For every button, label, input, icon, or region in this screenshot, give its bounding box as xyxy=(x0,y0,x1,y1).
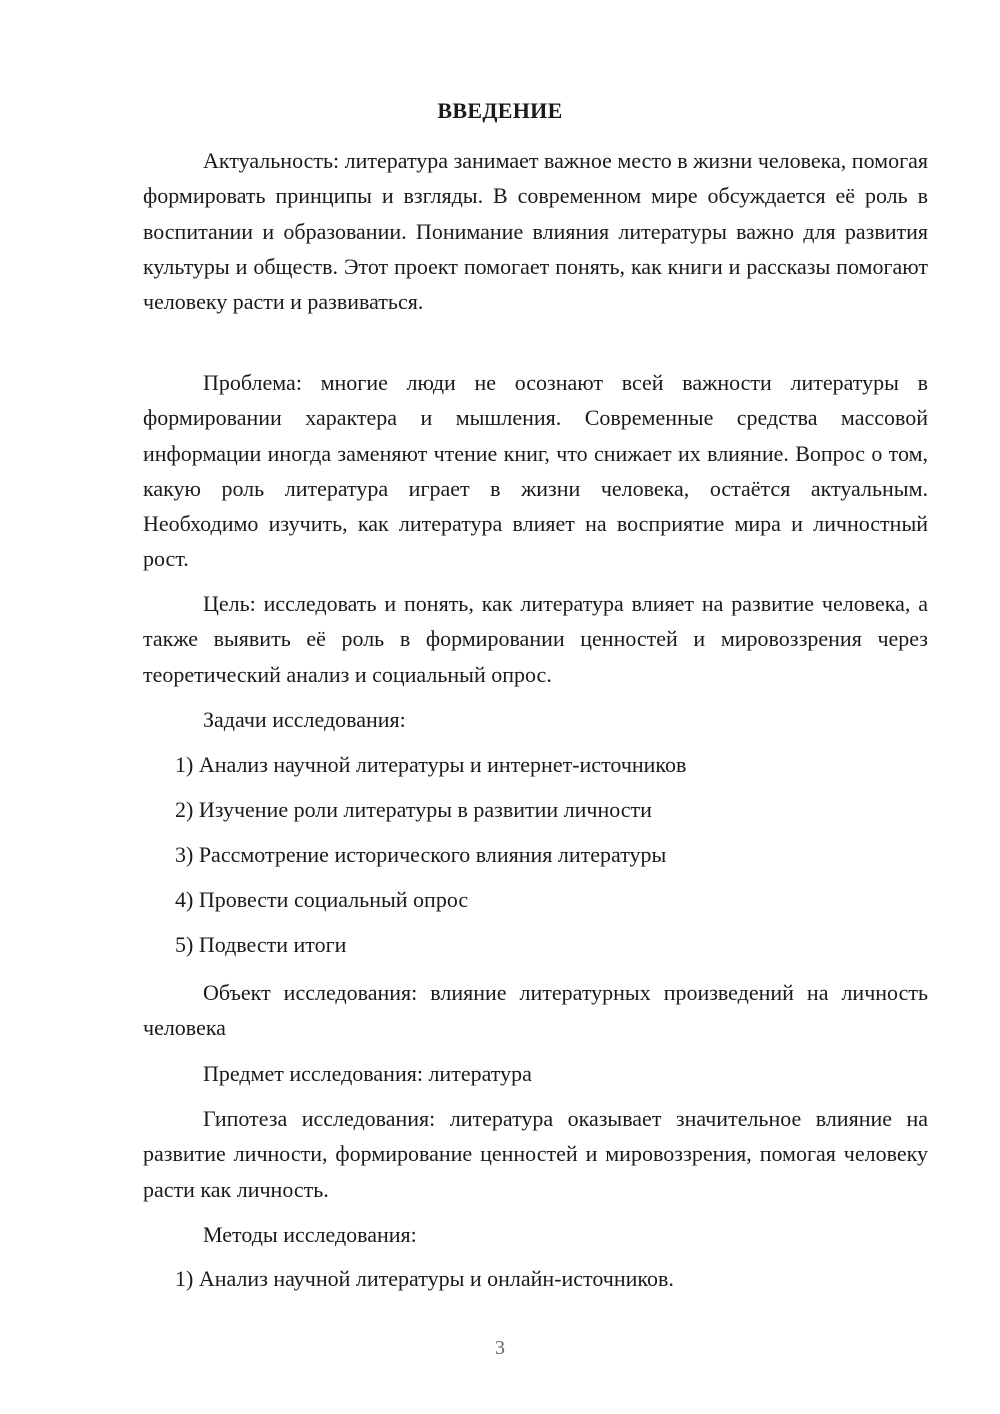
task-item-1: 1) Анализ научной литературы и интернет-источников xyxy=(175,752,687,777)
method-item-1: 1) Анализ научной литературы и онлайн-источников. xyxy=(175,1266,674,1291)
tasks-heading: Задачи исследования: xyxy=(203,707,406,732)
paragraph-problem: Проблема: многие люди не осознают всей важности литературы в формировании характера и мышления. Современные средства массовой информации иногда заменяют чтение книг, что снижает их влияние. Вопрос о том, какую роль литература играет в жизни человека, остаётся актуальным. Необходимо изучить, как литература влияет на восприятие мира и личностный рост. xyxy=(143,370,928,572)
task-item-2: 2) Изучение роли литературы в развитии личности xyxy=(175,797,652,822)
methods-heading: Методы исследования: xyxy=(203,1222,417,1247)
task-item-3: 3) Рассмотрение исторического влияния литературы xyxy=(175,842,667,867)
paragraph-object: Объект исследования: влияние литературных произведений на личность человека xyxy=(143,980,928,1041)
paragraph-hypothesis: Гипотеза исследования: литература оказывает значительное влияние на развитие личности, формирование ценностей и мировоззрения, помогая человеку расти как личность. xyxy=(143,1106,928,1202)
paragraph-goal: Цель: исследовать и понять, как литература влияет на развитие человека, а также выявить её роль в формировании ценностей и мировоззрения через теоретический анализ и социальный опрос. xyxy=(143,591,928,687)
task-item-5: 5) Подвести итоги xyxy=(175,932,347,957)
paragraph-relevance: Актуальность: литература занимает важное место в жизни человека, помогая формировать принципы и взгляды. В современном мире обсуждается её роль в воспитании и образовании. Понимание влияния литературы важно для развития культуры и обществ. Этот проект помогает понять, как книги и рассказы помогают человеку расти и развиваться. xyxy=(143,148,928,315)
task-item-4: 4) Провести социальный опрос xyxy=(175,887,469,912)
page-number: 3 xyxy=(495,1337,505,1359)
page-title: ВВЕДЕНИЕ xyxy=(437,98,563,123)
paragraph-subject: Предмет исследования: литература xyxy=(203,1061,532,1086)
